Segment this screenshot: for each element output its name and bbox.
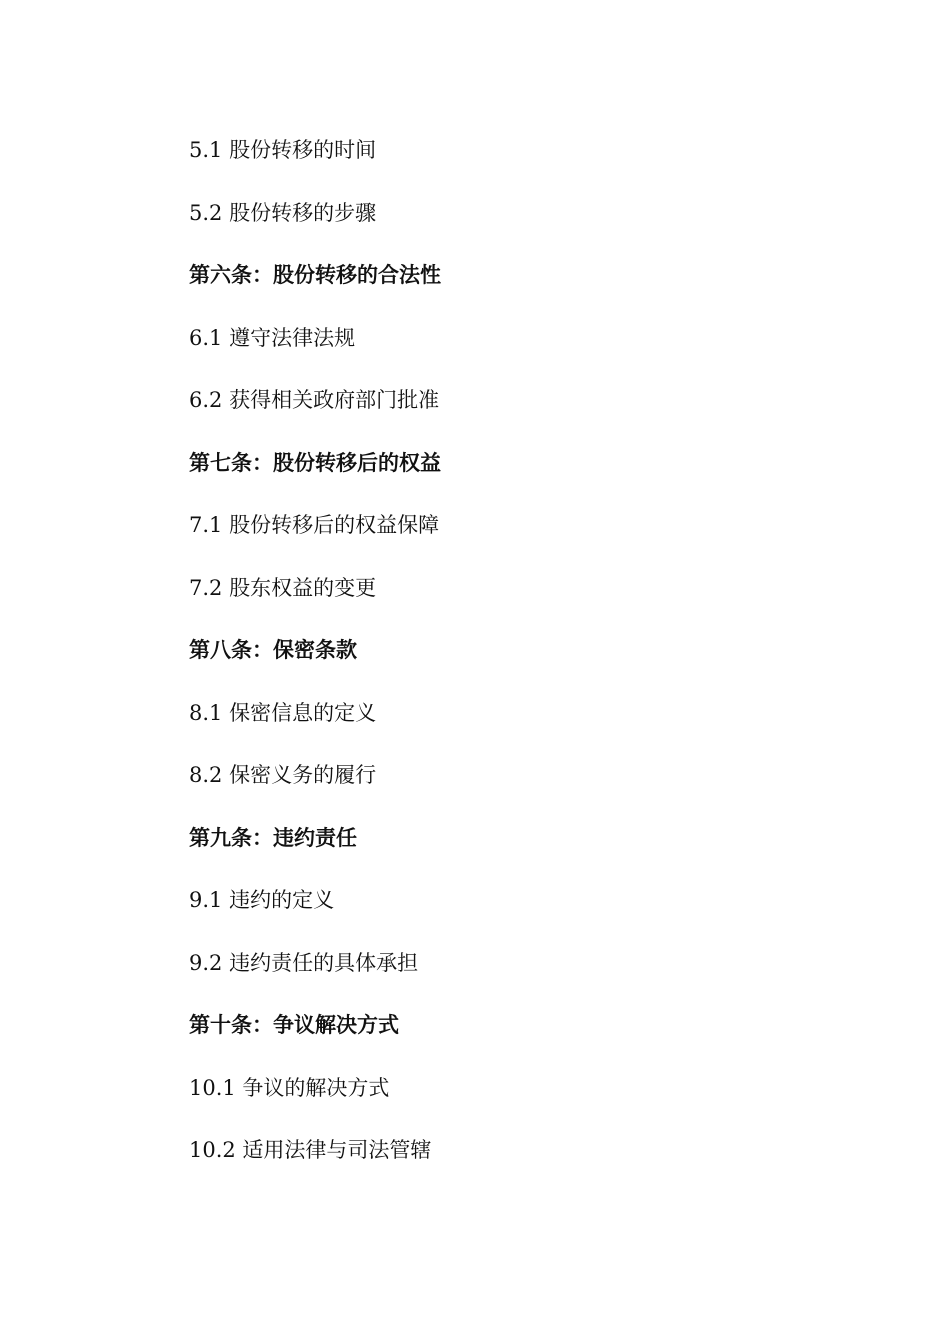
clause-5-1: 5.1 股份转移的时间 <box>189 138 377 162</box>
article-7-heading: 第七条：股份转移后的权益 <box>189 450 441 475</box>
clause-9-2: 9.2 违约责任的具体承担 <box>189 950 419 975</box>
clause-5-2: 5.2 股份转移的步骤 <box>189 200 377 225</box>
article-8-heading: 第八条：保密条款 <box>189 638 357 662</box>
clause-6-2: 6.2 获得相关政府部门批准 <box>189 388 440 412</box>
clause-8-2: 8.2 保密义务的履行 <box>189 763 377 787</box>
article-10-heading: 第十条：争议解决方式 <box>189 1013 399 1037</box>
clause-9-1: 9.1 违约的定义 <box>189 888 335 912</box>
document-body <box>189 132 889 1195</box>
article-6-heading: 第六条：股份转移的合法性 <box>189 263 441 287</box>
clause-7-2: 7.2 股东权益的变更 <box>189 575 377 600</box>
clause-8-1: 8.1 保密信息的定义 <box>189 700 377 725</box>
clause-10-1: 10.1 争议的解决方式 <box>189 1075 390 1100</box>
article-9-heading: 第九条：违约责任 <box>189 825 357 850</box>
clause-10-2: 10.2 适用法律与司法管辖 <box>189 1138 432 1162</box>
clause-7-1: 7.1 股份转移后的权益保障 <box>189 513 440 537</box>
clause-6-1: 6.1 遵守法律法规 <box>189 325 356 350</box>
